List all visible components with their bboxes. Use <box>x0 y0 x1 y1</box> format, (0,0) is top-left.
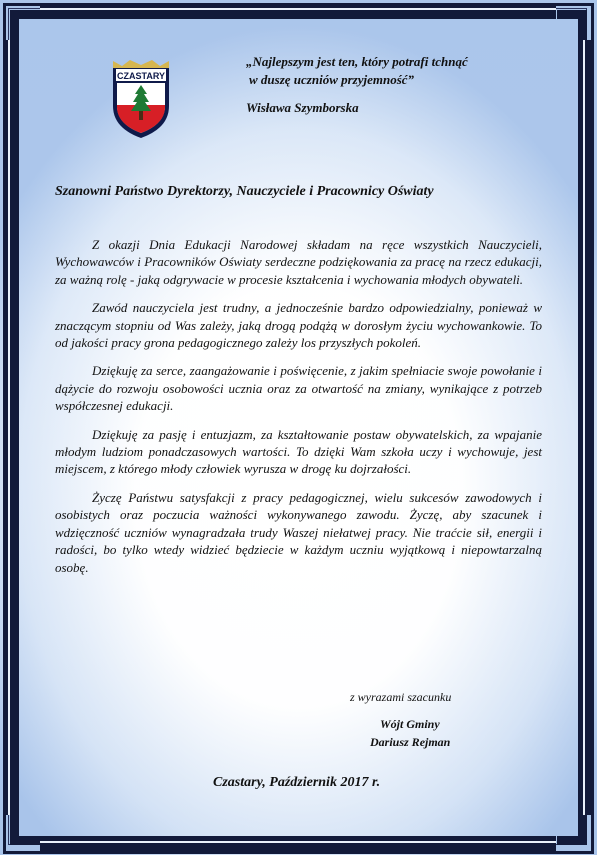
paragraph-4: Dziękuję za pasję i entuzjazm, za kształtowanie postaw obywatelskich, za wpajanie młodym ludziom ponadczasowych wartości. To dzięki Wam szkoła uczy i wychowuje, jest miejscem, z którego młody człowiek wyrusza w drogę ku dojrzałości. <box>55 426 542 477</box>
paragraph-2: Zawód nauczyciela jest trudny, a jednocześnie bardzo odpowiedzialny, ponieważ w znaczącym stopniu od Was zależy, jaką drogą podążą w dorosłym życiu wychowankowie. To od jakości pracy grona pedagogicznego zależy los przyszłych pokoleń. <box>55 300 542 351</box>
paragraph-1: Z okazji Dnia Edukacji Narodowej składam na ręce wszystkich Nauczycieli, Wychowawców i Pracowników Oświaty serdeczne podziękowania za pracę na rzecz edukacji, za ważną rolę - jaką odgrywacie w procesie kształcenia i wychowania młodych obywateli. <box>55 237 542 287</box>
signature-name: Dariusz Rejman <box>370 735 451 749</box>
quote-line-2: w duszę uczniów przyjemność” <box>249 72 415 87</box>
salutation-heading: Szanowni Państwo Dyrektorzy, Nauczyciele i Pracownicy Oświaty <box>55 184 434 199</box>
paragraph-5: Życzę Państwu satysfakcji z pracy pedagogicznej, wielu sukcesów zawodowych i osobistych oraz poczucia ważności wykonywanego zawodu. Życzę, aby szacunek i wdzięczność uczniów wynagradzała trudy Waszej niełatwej pracy. Nie traćcie sił, energii i radości, bo tylko wtedy widzieć będziecie w każdym uczniu wyjątkową i niepowtarzalną osobę. <box>55 489 542 575</box>
quote-author: Wisława Szymborska <box>246 100 359 115</box>
paragraph-3: Dziękuję za serce, zaangażowanie i poświęcenie, z jakim spełniacie swoje powołanie i dążycie do rozwoju osobowości ucznia oraz za otwartość na zmiany, wynikające z potrzeb współczesnej edukacji. <box>55 363 542 414</box>
place-and-date: Czastary, Październik 2017 r. <box>213 775 381 790</box>
frame-bottom-bar <box>40 836 556 852</box>
frame-corner <box>578 815 587 845</box>
svg-text:CZASTARY: CZASTARY <box>117 71 165 81</box>
frame-top-bar <box>40 3 556 19</box>
frame-corner <box>578 10 587 40</box>
frame-corner <box>10 10 19 40</box>
frame-right-bar <box>578 40 594 815</box>
signature-title: Wójt Gminy <box>380 717 440 731</box>
frame-left-bar <box>3 40 19 815</box>
closing-phrase: z wyrazami szacunku <box>350 690 452 704</box>
quote-line-1: „Najlepszym jest ten, który potrafi tchnąć <box>246 54 468 69</box>
letter-body <box>55 236 542 587</box>
czastary-coat-of-arms-logo <box>110 58 172 140</box>
frame-corner <box>10 815 19 845</box>
quote-block <box>246 53 576 89</box>
